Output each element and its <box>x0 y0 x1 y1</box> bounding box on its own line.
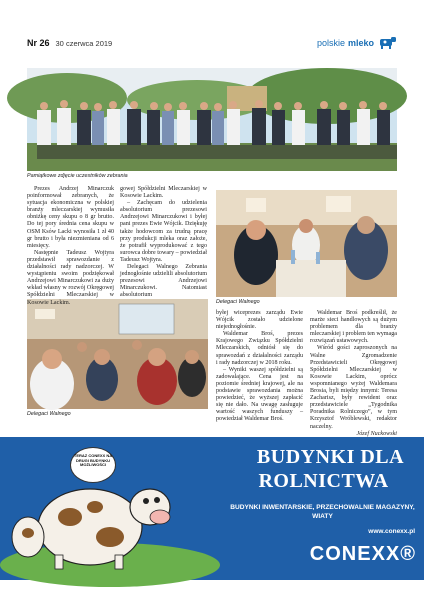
issue-number: Nr 26 <box>27 38 50 48</box>
group-photo-caption: Pamiątkowe zdjęcie uczestników zebrania <box>27 173 128 179</box>
ad-website-link[interactable]: www.conexx.pl <box>368 528 415 535</box>
author-signature: Józef Nuckowski <box>356 430 397 437</box>
paragraph: Delegaci Walnego Zebrania jednogłośnie udzielili absolutorium prezesowi Andrzejowi Minarczukowi. Natomiast absolutorium <box>120 264 207 299</box>
delegates-photo-left-caption: Delegaci Walnego <box>27 411 71 417</box>
conexx-advertisement[interactable] <box>0 437 424 580</box>
group-photo <box>27 68 397 171</box>
group-photo-image <box>27 68 397 171</box>
ad-headline-2: ROLNICTWA <box>258 470 389 492</box>
article-column-1 <box>27 186 114 306</box>
delegates-photo-right <box>216 190 397 297</box>
cow-icon <box>377 36 397 50</box>
paragraph: Waldemar Broś, prezes Krajowego Związku Spółdzielni Mleczarskich, odniósł się do sprawozdań z działalności zarządu i rady nadzorczej w 2018 roku. <box>216 331 303 366</box>
paragraph: – Wyniki waszej spółdzielni są zadowalające. Cena jest na poziomie średniej krajowej, ale na podstawie sprawozdania można powiedzieć, że wyższej zapłacić się nie dało. Na uwagę zasługuje wartość waszych funduszy – powiedział Waldemar Broś. <box>216 366 303 423</box>
brand-prefix: polskie <box>316 38 345 48</box>
article-column-2 <box>120 186 207 299</box>
delegates-photo-left <box>27 299 208 409</box>
ad-headline-1: BUDYNKI DLA <box>256 446 405 468</box>
paragraph: Prezes Andrzej Minarczuk poinformował zebranych, że sytuacja ekonomiczna w polskiej branży mleczarskiej wymusiła obniżkę ceny skupu o 8 gr brutto. Do tej pory średnia cena skupu w OSM Ksów Lacki wynosiła 1 zł 40 gr brutto i była niezmieniana od 6 miesięcy. <box>27 186 114 249</box>
delegates-photo-left-image <box>27 299 208 409</box>
delegates-photo-right-caption: Delegaci Walnego <box>216 299 260 305</box>
delegates-photo-right-image <box>216 190 397 297</box>
conexx-logo: CONEXX® <box>309 543 416 565</box>
page-header <box>27 34 397 52</box>
issue-date: 30 czerwca 2019 <box>55 39 113 48</box>
brand-logo <box>317 36 397 50</box>
article-column-3 <box>216 310 303 423</box>
cow-cartoon-icon <box>0 437 230 580</box>
paragraph: Następnie Tadeusz Wojtyra przedstawił sprawozdanie z działalności rady nadzorczej. W wystąpieniu swoim podziękował Andrzejowi Minarczukowi za duży wkład własny w rozwój Okręgowej Spółdzielni Mleczarskiej w Kosowie Lackim. <box>27 249 114 306</box>
ad-subline: BUDYNKI INWENTARSKIE, PRZECHOWALNIE MAGAZYNY, WIATY <box>230 504 415 520</box>
paragraph: byłej wiceprezes zarządu Ewie Wójcik zostało udzielone niejednogłośnie. <box>216 310 303 331</box>
paragraph: Wśród gości zaproszonych na Walne Zgromadzenie Przedstawicieli Okręgowej Spółdzielni Mleczarskiej w Kosowie Lackim, oprócz wspomnianego wyżej Waldemara Brosia, byli między innymi: Teresa Zacharisz, były rewident oraz przedstawiciele „Tygodnika Poradnika Rolniczego”, w tym Krzysztof Wróblewski, redaktor naczelny. <box>310 345 397 430</box>
brand-name: mleko <box>347 38 374 48</box>
paragraph: Waldemar Broś podkreślił, że marże sieci handlowych są dużym problemem dla branży mleczarskiej i problem ten wymaga rozwiązań ustawowych. <box>310 310 397 345</box>
article-column-4 <box>310 310 397 437</box>
paragraph: gowej Spółdzielni Mleczarskiej w Kosowie Lackim. <box>120 186 207 200</box>
issue-info <box>27 38 112 48</box>
paragraph: – Zachęcam do udzielenia absolutorium prezesowi Andrzejowi Minarczukowi i byłej pani prezes Ewie Wójcik. Dziękuję także hodowcom za trudną pracę przy produkcji mleka oraz założe, że potrafił wyprodukować z tego surowca dobre towary – powiedział Tadeusz Wojtyra. <box>120 200 207 263</box>
speech-bubble: TERAZ CONEXX NA DRUGI BUDYNKU MOŻLIWOŚCI <box>70 447 116 483</box>
